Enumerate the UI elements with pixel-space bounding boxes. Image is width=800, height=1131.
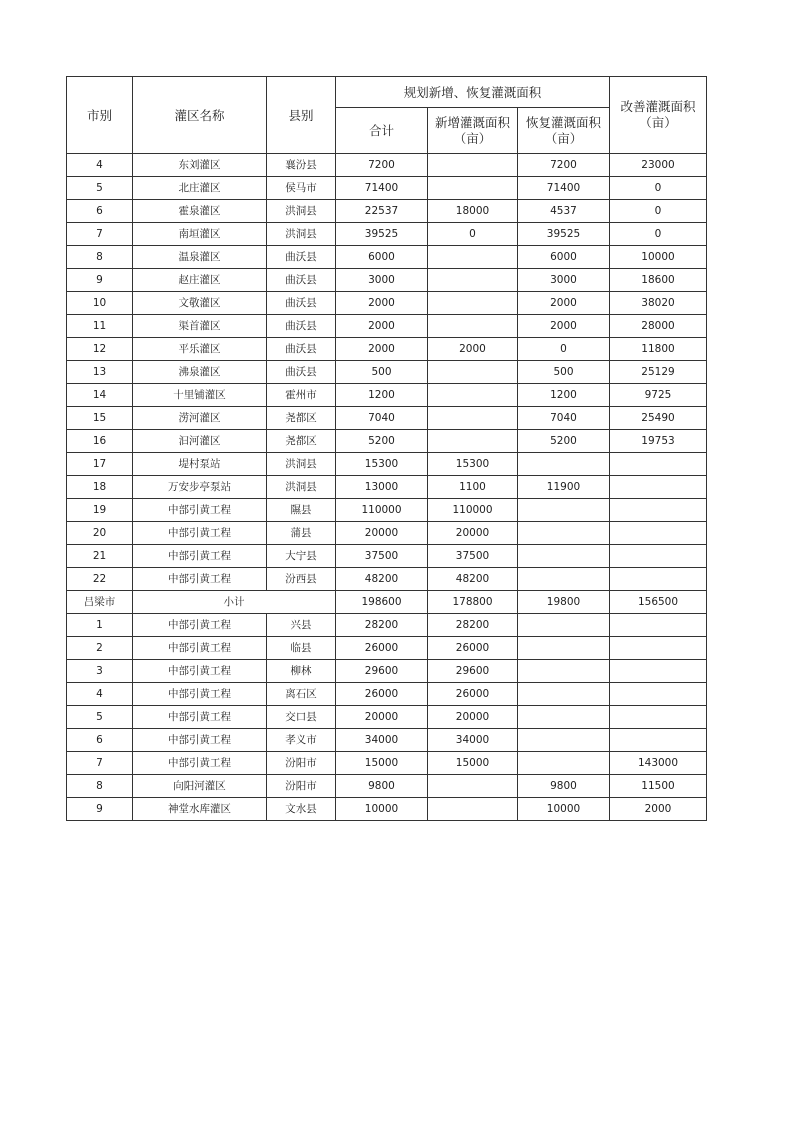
row-number-cell: 10 [67, 292, 133, 315]
total-area-cell: 28200 [336, 614, 428, 637]
county-cell: 柳林 [267, 660, 336, 683]
table-row [67, 752, 707, 775]
total-area-cell: 10000 [336, 798, 428, 821]
county-cell: 汾西县 [267, 568, 336, 591]
district-name-cell: 温泉灌区 [133, 246, 267, 269]
total-area-cell: 20000 [336, 522, 428, 545]
district-name-cell: 堤村泵站 [133, 453, 267, 476]
new-area-cell: 0 [428, 223, 518, 246]
row-number-cell: 14 [67, 384, 133, 407]
new-area-cell: 1100 [428, 476, 518, 499]
table-body-subtotal [67, 591, 707, 614]
county-cell: 曲沃县 [267, 361, 336, 384]
county-cell: 曲沃县 [267, 292, 336, 315]
total-area-cell: 2000 [336, 315, 428, 338]
county-cell: 蒲县 [267, 522, 336, 545]
improve-area-cell [610, 660, 707, 683]
county-cell: 洪洞县 [267, 453, 336, 476]
county-cell: 曲沃县 [267, 269, 336, 292]
table-row [67, 798, 707, 821]
subtotal-label-cell: 小计 [133, 591, 336, 614]
district-name-cell: 南垣灌区 [133, 223, 267, 246]
county-cell: 文水县 [267, 798, 336, 821]
row-number-cell: 5 [67, 177, 133, 200]
restore-area-cell [518, 752, 610, 775]
new-area-cell [428, 154, 518, 177]
subtotal-row [67, 591, 707, 614]
district-name-cell: 十里铺灌区 [133, 384, 267, 407]
restore-area-cell [518, 660, 610, 683]
total-area-cell: 48200 [336, 568, 428, 591]
district-name-cell: 涝河灌区 [133, 407, 267, 430]
table-row [67, 338, 707, 361]
total-area-cell: 71400 [336, 177, 428, 200]
restore-area-cell [518, 637, 610, 660]
total-area-cell: 34000 [336, 729, 428, 752]
total-area-cell: 7200 [336, 154, 428, 177]
subtotal-total-cell: 198600 [336, 591, 428, 614]
improve-area-cell [610, 522, 707, 545]
total-area-cell: 500 [336, 361, 428, 384]
district-column-header: 灌区名称 [133, 77, 267, 154]
district-name-cell: 平乐灌区 [133, 338, 267, 361]
total-area-cell: 7040 [336, 407, 428, 430]
improve-area-cell: 0 [610, 223, 707, 246]
district-name-cell: 赵庄灌区 [133, 269, 267, 292]
restore-area-cell [518, 545, 610, 568]
county-cell: 襄汾县 [267, 154, 336, 177]
subtotal-new-cell: 178800 [428, 591, 518, 614]
district-name-cell: 汩河灌区 [133, 430, 267, 453]
total-area-cell: 6000 [336, 246, 428, 269]
total-area-cell: 15300 [336, 453, 428, 476]
district-name-cell: 中部引黄工程 [133, 499, 267, 522]
total-area-cell: 2000 [336, 292, 428, 315]
new-area-cell [428, 775, 518, 798]
new-area-cell: 2000 [428, 338, 518, 361]
new-area-cell [428, 407, 518, 430]
row-number-cell: 4 [67, 683, 133, 706]
improve-area-cell: 9725 [610, 384, 707, 407]
restore-area-cell [518, 453, 610, 476]
row-number-cell: 8 [67, 775, 133, 798]
total-area-cell: 5200 [336, 430, 428, 453]
row-number-cell: 19 [67, 499, 133, 522]
city-column-header: 市别 [67, 77, 133, 154]
row-number-cell: 7 [67, 223, 133, 246]
district-name-cell: 霍泉灌区 [133, 200, 267, 223]
restore-area-cell: 4537 [518, 200, 610, 223]
county-cell: 霍州市 [267, 384, 336, 407]
total-area-cell: 3000 [336, 269, 428, 292]
restore-area-cell [518, 522, 610, 545]
improve-area-cell: 23000 [610, 154, 707, 177]
restore-area-cell [518, 499, 610, 522]
restore-area-cell: 2000 [518, 292, 610, 315]
row-number-cell: 12 [67, 338, 133, 361]
table-row [67, 269, 707, 292]
county-cell: 洪洞县 [267, 223, 336, 246]
improve-area-cell [610, 499, 707, 522]
total-area-cell: 22537 [336, 200, 428, 223]
table-body-lower [67, 614, 707, 821]
row-number-cell: 6 [67, 200, 133, 223]
row-number-cell: 11 [67, 315, 133, 338]
district-name-cell: 东刘灌区 [133, 154, 267, 177]
table-row [67, 545, 707, 568]
county-cell: 大宁县 [267, 545, 336, 568]
new-area-cell: 20000 [428, 522, 518, 545]
improve-column-header: 改善灌溉面积（亩） [610, 77, 707, 154]
restore-area-cell [518, 568, 610, 591]
district-name-cell: 中部引黄工程 [133, 614, 267, 637]
new-area-cell: 18000 [428, 200, 518, 223]
new-area-cell [428, 798, 518, 821]
table-row [67, 706, 707, 729]
new-area-cell: 48200 [428, 568, 518, 591]
restore-area-cell: 0 [518, 338, 610, 361]
row-number-cell: 3 [67, 660, 133, 683]
row-number-cell: 4 [67, 154, 133, 177]
improve-area-cell: 0 [610, 177, 707, 200]
county-cell: 汾阳市 [267, 752, 336, 775]
county-cell: 尧都区 [267, 407, 336, 430]
total-area-cell: 15000 [336, 752, 428, 775]
restore-area-cell: 5200 [518, 430, 610, 453]
district-name-cell: 神堂水库灌区 [133, 798, 267, 821]
table-row [67, 660, 707, 683]
district-name-cell: 中部引黄工程 [133, 706, 267, 729]
total-area-cell: 37500 [336, 545, 428, 568]
district-name-cell: 沸泉灌区 [133, 361, 267, 384]
new-area-column-header: 新增灌溉面积（亩） [428, 108, 518, 154]
total-column-header: 合计 [336, 108, 428, 154]
row-number-cell: 22 [67, 568, 133, 591]
table-row [67, 729, 707, 752]
improve-area-cell: 18600 [610, 269, 707, 292]
table-body-upper [67, 154, 707, 591]
new-area-cell: 26000 [428, 683, 518, 706]
table-row [67, 292, 707, 315]
restore-area-cell: 7200 [518, 154, 610, 177]
improve-area-cell [610, 453, 707, 476]
total-area-cell: 9800 [336, 775, 428, 798]
new-area-cell [428, 177, 518, 200]
total-area-cell: 2000 [336, 338, 428, 361]
restore-area-cell: 39525 [518, 223, 610, 246]
row-number-cell: 13 [67, 361, 133, 384]
table-row [67, 246, 707, 269]
new-area-cell: 37500 [428, 545, 518, 568]
county-cell: 离石区 [267, 683, 336, 706]
new-area-cell: 29600 [428, 660, 518, 683]
new-area-cell: 20000 [428, 706, 518, 729]
table-row [67, 200, 707, 223]
table-row [67, 476, 707, 499]
new-area-cell: 28200 [428, 614, 518, 637]
table-row [67, 177, 707, 200]
restore-area-cell [518, 729, 610, 752]
county-cell: 曲沃县 [267, 315, 336, 338]
row-number-cell: 21 [67, 545, 133, 568]
improve-area-cell: 143000 [610, 752, 707, 775]
table-row [67, 637, 707, 660]
new-area-cell [428, 292, 518, 315]
restore-area-cell: 1200 [518, 384, 610, 407]
new-area-cell: 26000 [428, 637, 518, 660]
improve-area-cell [610, 568, 707, 591]
district-name-cell: 中部引黄工程 [133, 660, 267, 683]
table-row [67, 223, 707, 246]
county-cell: 曲沃县 [267, 246, 336, 269]
table-row [67, 614, 707, 637]
new-area-cell [428, 315, 518, 338]
subtotal-improve-cell: 156500 [610, 591, 707, 614]
irrigation-table [66, 76, 707, 821]
restore-area-column-header: 恢复灌溉面积（亩） [518, 108, 610, 154]
improve-area-cell: 2000 [610, 798, 707, 821]
row-number-cell: 7 [67, 752, 133, 775]
row-number-cell: 2 [67, 637, 133, 660]
new-area-cell [428, 361, 518, 384]
county-cell: 洪洞县 [267, 476, 336, 499]
county-cell: 兴县 [267, 614, 336, 637]
district-name-cell: 渠首灌区 [133, 315, 267, 338]
table-row [67, 384, 707, 407]
county-cell: 交口县 [267, 706, 336, 729]
total-area-cell: 110000 [336, 499, 428, 522]
improve-area-cell: 19753 [610, 430, 707, 453]
restore-area-cell: 11900 [518, 476, 610, 499]
table-row [67, 154, 707, 177]
district-name-cell: 中部引黄工程 [133, 729, 267, 752]
table-row [67, 522, 707, 545]
city-name-cell: 吕梁市 [67, 591, 133, 614]
table-row [67, 361, 707, 384]
district-name-cell: 中部引黄工程 [133, 752, 267, 775]
new-area-cell [428, 430, 518, 453]
district-name-cell: 中部引黄工程 [133, 683, 267, 706]
restore-area-cell: 10000 [518, 798, 610, 821]
improve-area-cell [610, 545, 707, 568]
new-area-cell: 15300 [428, 453, 518, 476]
new-area-cell: 15000 [428, 752, 518, 775]
county-cell: 汾阳市 [267, 775, 336, 798]
improve-area-cell: 0 [610, 200, 707, 223]
row-number-cell: 9 [67, 269, 133, 292]
district-name-cell: 中部引黄工程 [133, 522, 267, 545]
improve-area-cell: 10000 [610, 246, 707, 269]
improve-area-cell [610, 729, 707, 752]
row-number-cell: 9 [67, 798, 133, 821]
county-cell: 临县 [267, 637, 336, 660]
table-header [67, 77, 707, 154]
total-area-cell: 39525 [336, 223, 428, 246]
improve-area-cell [610, 614, 707, 637]
table-row [67, 430, 707, 453]
restore-area-cell: 6000 [518, 246, 610, 269]
table-row [67, 453, 707, 476]
table-row [67, 407, 707, 430]
total-area-cell: 26000 [336, 637, 428, 660]
improve-area-cell [610, 706, 707, 729]
county-cell: 曲沃县 [267, 338, 336, 361]
table-row [67, 683, 707, 706]
county-column-header: 县别 [267, 77, 336, 154]
restore-area-cell: 7040 [518, 407, 610, 430]
row-number-cell: 1 [67, 614, 133, 637]
table-row [67, 568, 707, 591]
new-area-cell [428, 384, 518, 407]
row-number-cell: 6 [67, 729, 133, 752]
new-area-cell: 110000 [428, 499, 518, 522]
district-name-cell: 文敬灌区 [133, 292, 267, 315]
row-number-cell: 5 [67, 706, 133, 729]
district-name-cell: 中部引黄工程 [133, 568, 267, 591]
improve-area-cell: 25490 [610, 407, 707, 430]
county-cell: 尧都区 [267, 430, 336, 453]
new-area-cell [428, 269, 518, 292]
new-area-cell [428, 246, 518, 269]
improve-area-cell: 25129 [610, 361, 707, 384]
total-area-cell: 29600 [336, 660, 428, 683]
row-number-cell: 16 [67, 430, 133, 453]
restore-area-cell [518, 683, 610, 706]
district-name-cell: 中部引黄工程 [133, 545, 267, 568]
district-name-cell: 北庄灌区 [133, 177, 267, 200]
row-number-cell: 20 [67, 522, 133, 545]
table-row [67, 315, 707, 338]
district-name-cell: 中部引黄工程 [133, 637, 267, 660]
table-row [67, 499, 707, 522]
row-number-cell: 8 [67, 246, 133, 269]
new-restore-group-header: 规划新增、恢复灌溉面积 [336, 77, 610, 108]
restore-area-cell: 2000 [518, 315, 610, 338]
improve-area-cell: 11800 [610, 338, 707, 361]
restore-area-cell: 9800 [518, 775, 610, 798]
restore-area-cell [518, 614, 610, 637]
improve-area-cell: 11500 [610, 775, 707, 798]
total-area-cell: 26000 [336, 683, 428, 706]
row-number-cell: 17 [67, 453, 133, 476]
improve-area-cell: 28000 [610, 315, 707, 338]
total-area-cell: 13000 [336, 476, 428, 499]
row-number-cell: 18 [67, 476, 133, 499]
restore-area-cell: 3000 [518, 269, 610, 292]
county-cell: 孝义市 [267, 729, 336, 752]
improve-area-cell: 38020 [610, 292, 707, 315]
district-name-cell: 万安步亭泵站 [133, 476, 267, 499]
new-area-cell: 34000 [428, 729, 518, 752]
restore-area-cell [518, 706, 610, 729]
county-cell: 隰县 [267, 499, 336, 522]
improve-area-cell [610, 476, 707, 499]
total-area-cell: 1200 [336, 384, 428, 407]
district-name-cell: 向阳河灌区 [133, 775, 267, 798]
restore-area-cell: 500 [518, 361, 610, 384]
county-cell: 侯马市 [267, 177, 336, 200]
restore-area-cell: 71400 [518, 177, 610, 200]
improve-area-cell [610, 637, 707, 660]
row-number-cell: 15 [67, 407, 133, 430]
table-row [67, 775, 707, 798]
total-area-cell: 20000 [336, 706, 428, 729]
improve-area-cell [610, 683, 707, 706]
county-cell: 洪洞县 [267, 200, 336, 223]
subtotal-restore-cell: 19800 [518, 591, 610, 614]
